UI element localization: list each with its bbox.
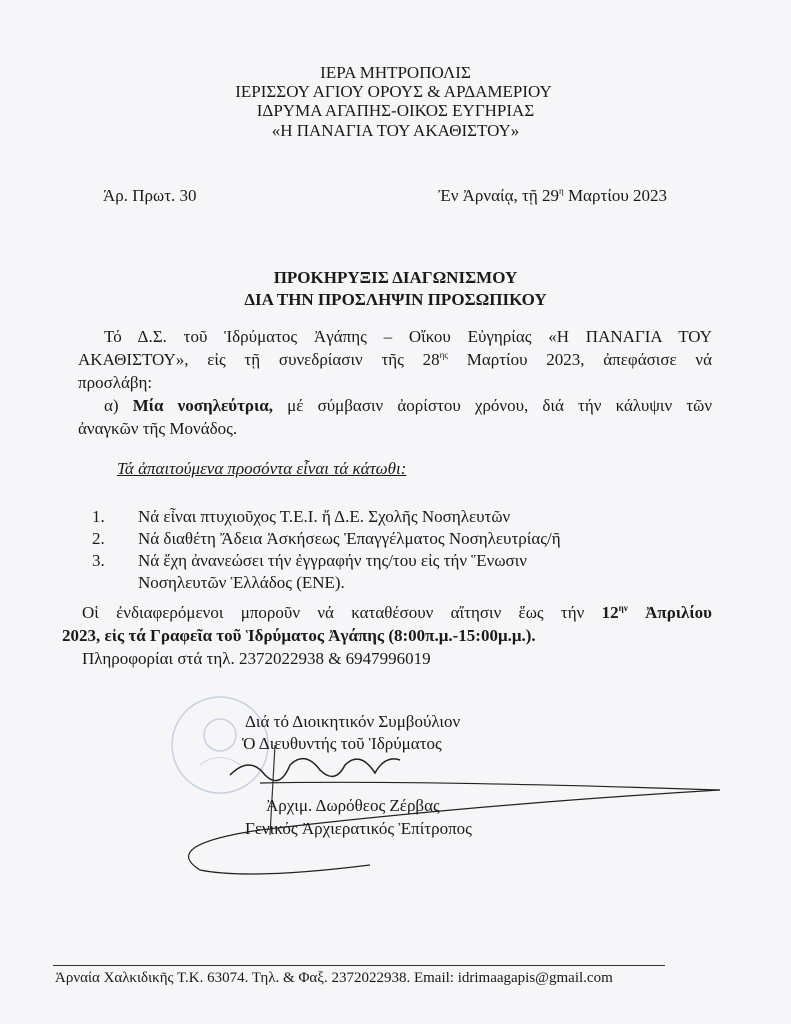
body-text (104, 396, 712, 416)
body-text: ἀναγκῶν τῆς Μονάδος. (78, 419, 238, 438)
header-line: «Η ΠΑΝΑΓΙΑ ΤΟΥ ΑΚΑΘΙΣΤΟΥ» (271, 121, 520, 140)
signatory-role: Γενικός Ἀρχιερατικός Ἐπίτροπος (245, 819, 472, 838)
text: Μαρτίου 2023, ἀπεφάσισε νά (447, 350, 712, 369)
text: ΑΚΑΘΙΣΤΟΥ», εἰς τῇ συνεδρίασιν τῆς 28 (78, 350, 440, 369)
date-text: Ἐν Ἀρναίᾳ, τῇ 29 (438, 186, 559, 205)
deadline: 12 (601, 603, 619, 622)
text: Οἱ ἐνδιαφερόμενοι μποροῦν νά καταθέσουν αἴτησιν ἕως τήν (82, 603, 602, 622)
title-line-2: ΔΙΑ ΤΗΝ ΠΡΟΣΛΗΨΙΝ ΠΡΟΣΩΠΙΚΟΥ (244, 290, 547, 309)
list-number: 3. (92, 551, 105, 570)
footer-contact: Ἀρναία Χαλκιδικῆς Τ.Κ. 63074. Τηλ. & Φαξ. 2372022938. Email: idrimaagapis@gmail.com (55, 970, 613, 986)
signatory-name: Ἀρχιμ. Δωρόθεος Ζέρβας (266, 796, 440, 815)
body-text (78, 350, 712, 370)
footer-divider (53, 965, 665, 966)
list-item: Νά ἔχη ἀνανεώσει τήν ἐγγραφήν της/του εἰς τήν Ἕνωσιν (138, 551, 527, 570)
handwritten-signature (170, 735, 730, 885)
header-line: ΙΕΡΙΣΣΟΥ ΑΓΙΟΥ ΟΡΟΥΣ & ΑΡΔΑΜΕΡΙΟΥ (235, 82, 552, 101)
sup: ην (618, 603, 628, 613)
document-date (438, 186, 667, 206)
date-text: Μαρτίου 2023 (563, 186, 668, 205)
header-line: ΙΔΡΥΜΑ ΑΓΑΠΗΣ-ΟΙΚΟΣ ΕΥΓΗΡΙΑΣ (256, 101, 535, 120)
signature-line-1: Διά τό Διοικητικόν Συμβούλιον (245, 712, 461, 731)
list-item: Νά διαθέτη Ἄδεια Ἀσκήσεως Ἐπαγγέλματος Νοσηλευτρίας/ῆ (138, 529, 561, 548)
deadline: Ἀπριλίου (627, 603, 713, 622)
text: α) (104, 396, 133, 415)
list-item: Νά εἶναι πτυχιοῦχος Τ.Ε.Ι. ἤ Δ.Ε. Σχολῆς Νοσηλευτῶν (138, 507, 511, 526)
body-text: Τό Δ.Σ. τοῦ Ἱδρύματος Ἀγάπης – Οἴκου Εὐγηρίας «Η ΠΑΝΑΓΙΑ ΤΟΥ (104, 327, 712, 346)
date-sup: η (558, 186, 564, 196)
signature-line-2: Ὁ Διευθυντής τοῦ Ἱδρύματος (242, 734, 442, 753)
header-line: ΙΕΡΑ ΜΗΤΡΟΠΟΛΙΣ (320, 63, 471, 82)
list-number: 1. (92, 507, 105, 526)
title-line-1: ΠΡΟΚΗΡΥΞΙΣ ΔΙΑΓΩΝΙΣΜΟΥ (273, 268, 518, 287)
text: μέ σύμβασιν ἀορίστου χρόνου, διά τήν κάλυψιν τῶν (273, 396, 713, 415)
contact-phones: Πληροφορίαι στά τηλ. 2372022938 & 6947996019 (82, 649, 431, 668)
requirements-heading: Τά ἀπαιτούμενα προσόντα εἶναι τά κάτωθι: (117, 459, 407, 478)
body-text: προσλάβη: (78, 373, 153, 392)
body-text: 2023, εἰς τά Γραφεῖα τοῦ Ἱδρύματος Ἀγάπης (8:00π.μ.-15:00μ.μ.). (62, 626, 536, 645)
position-title: Μία νοσηλεύτρια, (132, 396, 274, 415)
list-item-continued: Νοσηλευτῶν Ἑλλάδος (ΕΝΕ). (138, 573, 345, 592)
protocol-number: Άρ. Πρωτ. 30 (103, 186, 197, 205)
sup: ης (439, 350, 448, 360)
list-number: 2. (92, 529, 105, 548)
body-text (82, 603, 712, 623)
